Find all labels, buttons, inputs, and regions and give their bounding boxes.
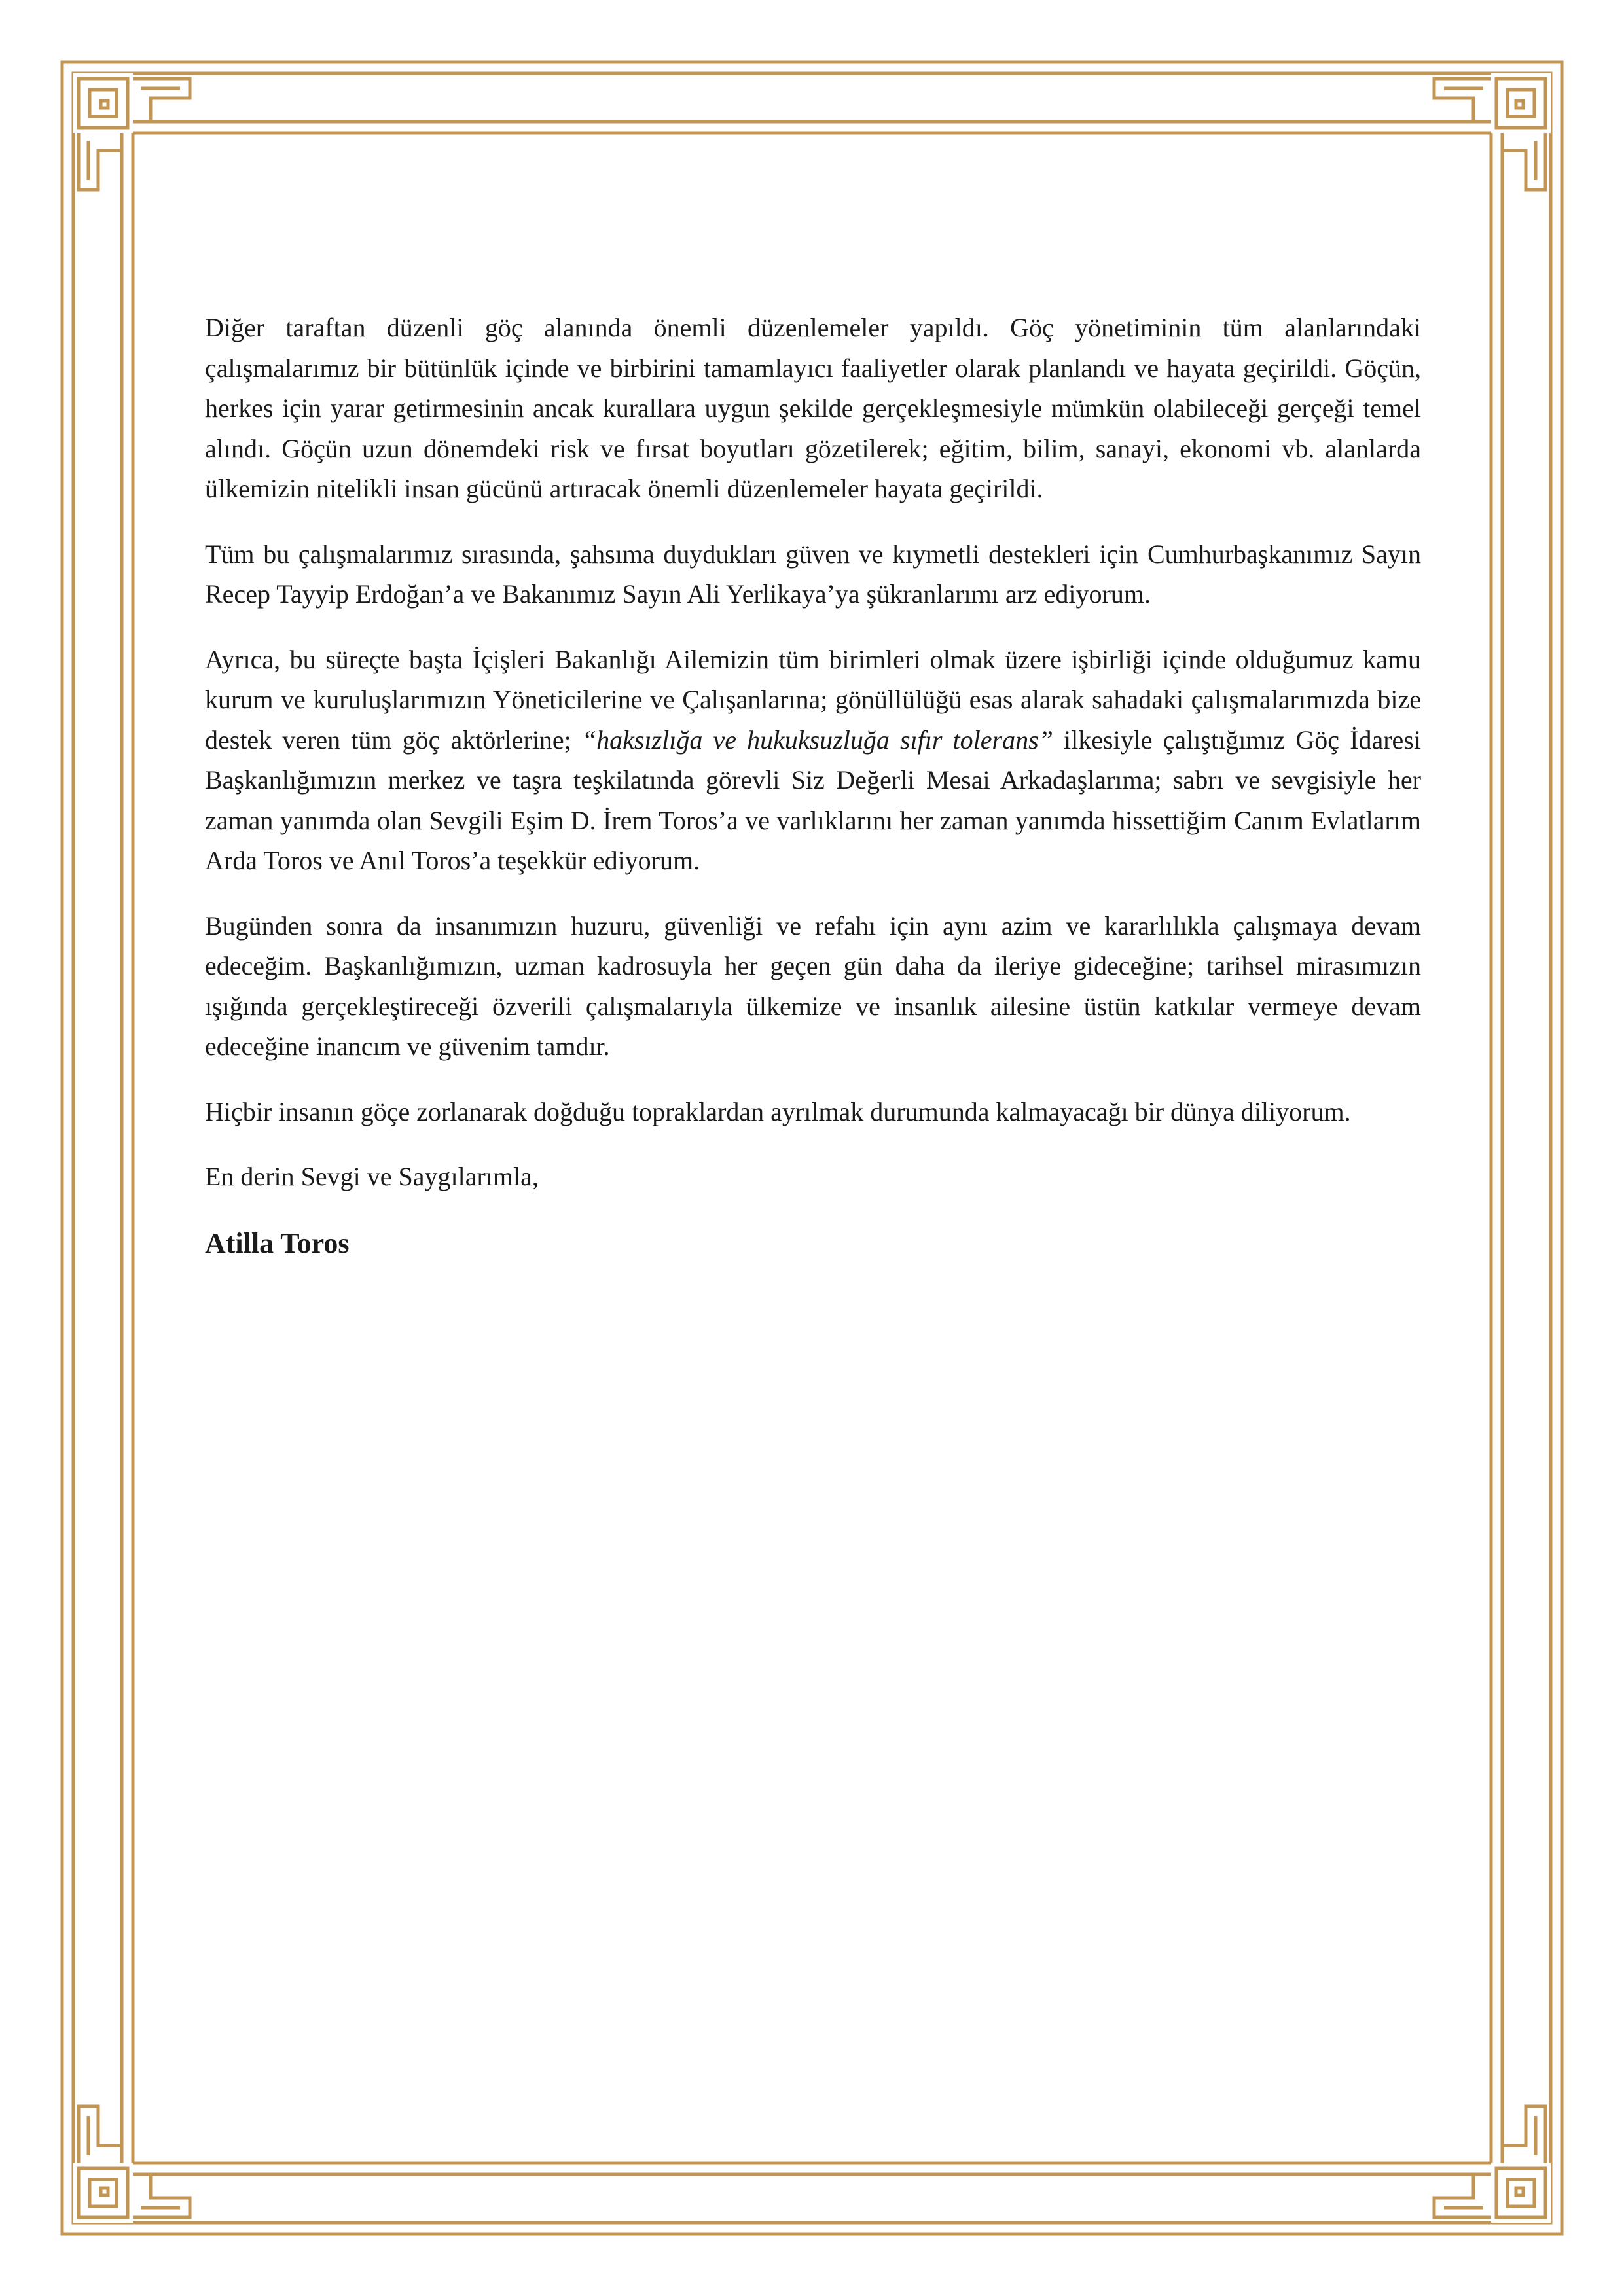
paragraph-regular-migration: Diğer taraftan düzenli göç alanında önemli düzenlemeler yapıldı. Göç yönetiminin tüm alanlarındaki çalışmalarımız bir bütünlük içinde ve birbirini tamamlayıcı faaliyetler olarak planlandı ve hayata geçirildi. Göçün, herkes için yarar getirmesinin ancak kurallara uygun şekilde gerçekleşmesiyle mümkün olabileceği gerçeği temel alındı. Göçün uzun dönemdeki risk ve fırsat boyutları gözetilerek; eğitim, bilim, sanayi, ekonomi vb. alanlarda ülkemizin nitelikli insan gücünü artıracak önemli düzenlemeler hayata geçirildi. (205, 313, 1421, 503)
paragraph-gratitude-leaders: Tüm bu çalışmalarımız sırasında, şahsıma duydukları güven ve kıymetli destekleri için Cumhurbaşkanımız Sayın Recep Tayyip Erdoğan’a ve Bakanımız Sayın Ali Yerlikaya’ya şükranlarımı arz ediyorum. (205, 539, 1421, 609)
closing-line: En derin Sevgi ve Saygılarımla, (205, 1162, 539, 1191)
motto-quote: “haksızlığa ve hukuksuzluğa sıfır tolerans” (581, 725, 1053, 755)
paragraph-wish: Hiçbir insanın göçe zorlanarak doğduğu topraklardan ayrılmak durumunda kalmayacağı bir dünya diliyorum. (205, 1096, 1351, 1126)
paragraph-future-commitment: Bugünden sonra da insanımızın huzuru, güvenliği ve refahı için aynı azim ve kararlılıkla çalışmaya devam edeceğim. Başkanlığımızın, uzman kadrosuyla her geçen gün daha da ileriye gideceğine; tarihsel mirasımızın ışığında gerçekleştireceği özverili çalışmalarıyla ülkemize ve insanlık ailesine üstün katkılar vermeye devam edeceğine inancım ve güvenim tamdır. (205, 910, 1421, 1061)
paragraph-thanks-part-1: Ayrıca, bu süreçte başta İçişleri Bakanlığı Ailemizin tüm birimleri olmak üzere işbirliği içinde olduğumuz kamu kurum ve kuruluşlarımızın Yöneticilerine ve Çalışanlarına; gönüllülüğü esas alarak sahadaki çalışmalarımızda bize destek veren tüm göç aktörlerine; (205, 644, 1421, 755)
paragraph-thanks-colleagues-family (205, 639, 1421, 881)
signature-name: Atilla Toros (205, 1227, 350, 1259)
paragraph-thanks-part-2: ilkesiyle çalıştığımız Göç İdaresi Başkanlığımızın merkez ve taşra teşkilatında görevli Siz Değerli Mesai Arkadaşlarıma; sabrı ve sevgisiyle her zaman yanımda olan Sevgili Eşim D. İrem Toros’a ve varlıklarını her zaman yanımda hissettiğim Canım Evlatlarım Arda Toros ve Anıl Toros’a teşekkür ediyorum. (205, 725, 1421, 875)
letter-body (205, 308, 1421, 1263)
